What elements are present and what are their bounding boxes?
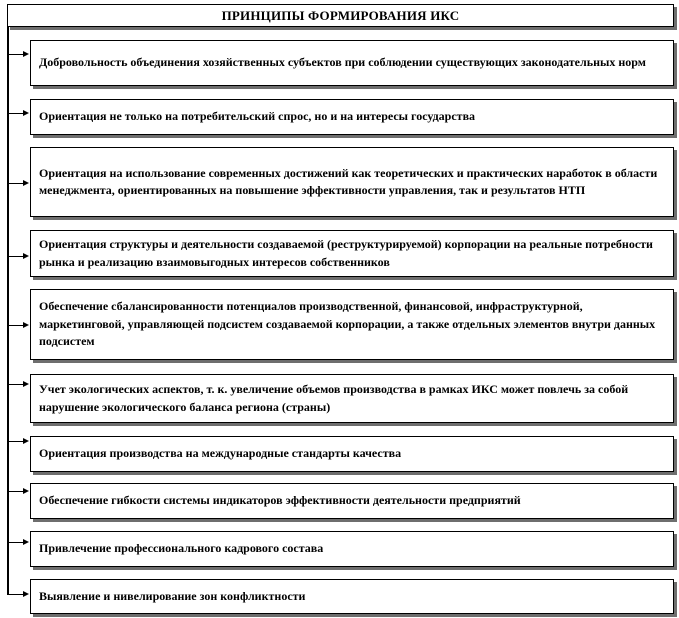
connector-line	[8, 256, 24, 257]
principle-item-10: Выявление и нивелирование зон конфликтности	[30, 579, 674, 614]
arrow-icon	[23, 253, 29, 259]
connector-line	[8, 113, 24, 114]
principle-item-6: Учет экологических аспектов, т. к. увеличение объемов производства в рамках ИКС может повлечь за собой нарушение экологического баланса региона (страны)	[30, 374, 674, 423]
principle-item-3: Ориентация на использование современных достижений как теоретических и практических наработок в области менеджмента, ориентированных на повышение эффективности управления, так и результатов НТП	[30, 147, 674, 217]
principle-item-5: Обеспечение сбалансированности потенциалов производственной, финансовой, инфраструктурной, маркетинговой, управляющей подсистем создаваемой корпорации, а также отдельных элементов внутри данных подсистем	[30, 289, 674, 360]
principle-item-8: Обеспечение гибкости системы индикаторов эффективности деятельности предприятий	[30, 483, 674, 519]
principle-item-1: Добровольность объединения хозяйственных субъектов при соблюдении существующих законодательных норм	[30, 40, 674, 86]
diagram-title: ПРИНЦИПЫ ФОРМИРОВАНИЯ ИКС	[7, 4, 674, 27]
arrow-icon	[23, 110, 29, 116]
connector-line	[8, 594, 24, 595]
connector-line	[8, 54, 24, 55]
arrow-icon	[23, 488, 29, 494]
arrow-icon	[23, 51, 29, 57]
connector-line	[8, 183, 24, 184]
arrow-icon	[23, 438, 29, 444]
connector-line	[8, 325, 24, 326]
principle-item-9: Привлечение профессионального кадрового состава	[30, 531, 674, 567]
connector-line	[8, 441, 24, 442]
principle-item-4: Ориентация структуры и деятельности создаваемой (реструктурируемой) корпорации на реальные потребности рынка и реализацию взаимовыгодных интересов собственников	[30, 230, 674, 277]
arrow-icon	[23, 591, 29, 597]
principle-item-7: Ориентация производства на международные стандарты качества	[30, 436, 674, 472]
arrow-icon	[23, 381, 29, 387]
connector-line	[8, 491, 24, 492]
principle-item-2: Ориентация не только на потребительский спрос, но и на интересы государства	[30, 99, 674, 135]
connector-line	[8, 542, 24, 543]
arrow-icon	[23, 180, 29, 186]
arrow-icon	[23, 539, 29, 545]
connector-line	[8, 384, 24, 385]
arrow-icon	[23, 322, 29, 328]
